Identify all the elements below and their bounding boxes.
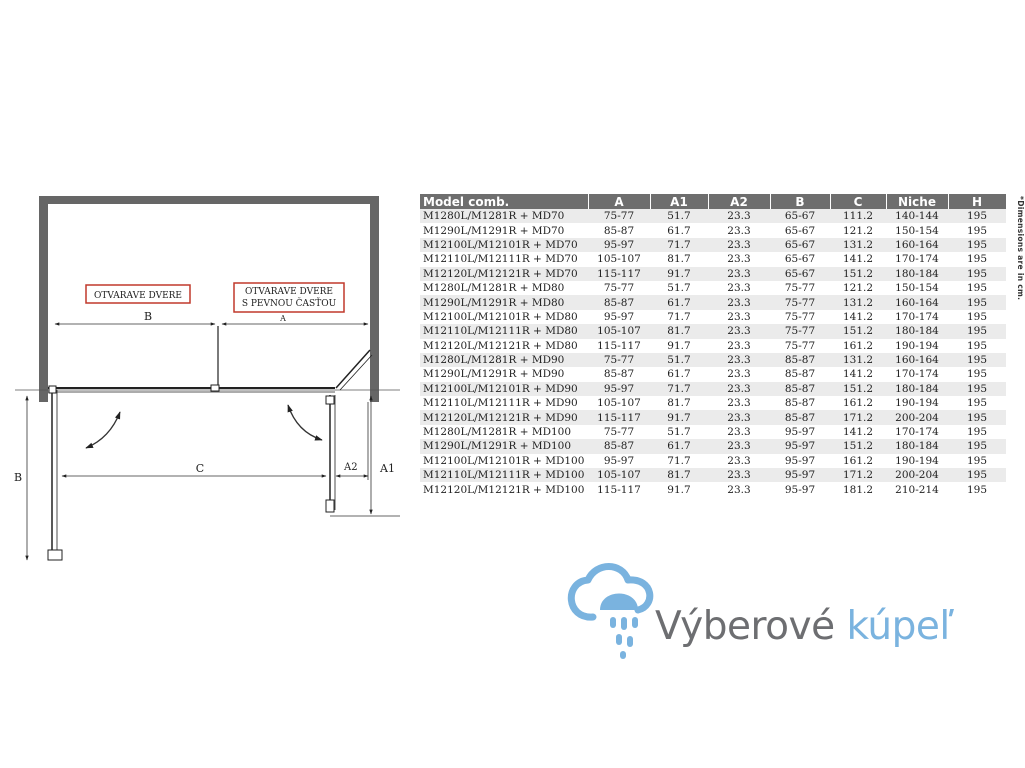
cell-h: 195	[948, 454, 1006, 468]
cell-a1: 81.7	[650, 252, 708, 266]
cell-b: 85-87	[770, 396, 830, 410]
cell-model: M12120L/M12121R + MD70	[420, 267, 588, 281]
cell-niche: 190-194	[886, 454, 948, 468]
cell-niche: 170-174	[886, 310, 948, 324]
cell-h: 195	[948, 353, 1006, 367]
cell-model: M12100L/M12101R + MD80	[420, 310, 588, 324]
cell-model: M1290L/M1291R + MD90	[420, 367, 588, 381]
cell-c: 141.2	[830, 310, 886, 324]
cell-b: 85-87	[770, 353, 830, 367]
dim-label-a: A	[280, 314, 286, 323]
cell-a1: 91.7	[650, 410, 708, 424]
cell-a: 85-87	[588, 439, 650, 453]
cell-a: 105-107	[588, 396, 650, 410]
cell-model: M12100L/M12101R + MD70	[420, 238, 588, 252]
cell-model: M12120L/M12121R + MD100	[420, 482, 588, 496]
cell-a2: 23.3	[708, 454, 770, 468]
table-row	[420, 223, 1006, 237]
table-row	[420, 425, 1006, 439]
cell-h: 195	[948, 238, 1006, 252]
cell-niche: 210-214	[886, 482, 948, 496]
dim-label-c: C	[195, 462, 205, 475]
table-row	[420, 353, 1006, 367]
header-a2: A2	[708, 194, 770, 209]
cell-a: 85-87	[588, 223, 650, 237]
cell-h: 195	[948, 425, 1006, 439]
cell-c: 131.2	[830, 353, 886, 367]
table-row	[420, 209, 1006, 223]
cell-a2: 23.3	[708, 410, 770, 424]
dim-label-b-top: B	[143, 310, 153, 323]
cell-h: 195	[948, 267, 1006, 281]
cell-a2: 23.3	[708, 468, 770, 482]
cell-niche: 160-164	[886, 295, 948, 309]
dim-label-a2: A2	[344, 462, 358, 473]
label-opening-door: OTVARAVE DVERE	[93, 291, 183, 301]
table-row	[420, 238, 1006, 252]
cell-a1: 91.7	[650, 339, 708, 353]
table-body	[420, 209, 1006, 497]
cell-b: 95-97	[770, 425, 830, 439]
cell-niche: 160-164	[886, 238, 948, 252]
cell-a2: 23.3	[708, 439, 770, 453]
table-row	[420, 339, 1006, 353]
cell-c: 121.2	[830, 281, 886, 295]
cell-niche: 200-204	[886, 410, 948, 424]
cell-model: M1280L/M1281R + MD70	[420, 209, 588, 223]
cell-b: 85-87	[770, 382, 830, 396]
cell-a: 105-107	[588, 324, 650, 338]
header-niche: Niche	[886, 194, 948, 209]
table-row	[420, 454, 1006, 468]
cell-c: 151.2	[830, 267, 886, 281]
cell-niche: 180-184	[886, 267, 948, 281]
cell-a2: 23.3	[708, 367, 770, 381]
cell-b: 95-97	[770, 454, 830, 468]
table-row	[420, 324, 1006, 338]
brand-word-vyberove: Výberové	[655, 604, 835, 649]
cell-niche: 170-174	[886, 425, 948, 439]
cell-model: M12110L/M12111R + MD80	[420, 324, 588, 338]
cell-a1: 71.7	[650, 238, 708, 252]
cell-h: 195	[948, 339, 1006, 353]
label-opening-door-fixed-1: OTVARAVE DVERE	[244, 287, 334, 297]
cell-h: 195	[948, 382, 1006, 396]
cell-h: 195	[948, 209, 1006, 223]
cell-b: 65-67	[770, 238, 830, 252]
cell-c: 131.2	[830, 295, 886, 309]
cell-niche: 200-204	[886, 468, 948, 482]
cell-b: 75-77	[770, 281, 830, 295]
cell-niche: 160-164	[886, 353, 948, 367]
cell-a2: 23.3	[708, 353, 770, 367]
cell-h: 195	[948, 252, 1006, 266]
table-row	[420, 295, 1006, 309]
cell-a1: 81.7	[650, 396, 708, 410]
cell-niche: 150-154	[886, 281, 948, 295]
cell-a2: 23.3	[708, 425, 770, 439]
cell-c: 141.2	[830, 425, 886, 439]
cell-model: M12110L/M12111R + MD70	[420, 252, 588, 266]
cell-a: 95-97	[588, 310, 650, 324]
cell-model: M1290L/M1291R + MD80	[420, 295, 588, 309]
cell-a: 75-77	[588, 353, 650, 367]
cell-a: 115-117	[588, 339, 650, 353]
cell-c: 111.2	[830, 209, 886, 223]
table-header-row	[420, 194, 1006, 209]
cell-niche: 170-174	[886, 367, 948, 381]
cell-c: 141.2	[830, 252, 886, 266]
cell-model: M12100L/M12101R + MD90	[420, 382, 588, 396]
cell-c: 131.2	[830, 238, 886, 252]
cell-b: 85-87	[770, 367, 830, 381]
cell-a2: 23.3	[708, 238, 770, 252]
cell-model: M12120L/M12121R + MD80	[420, 339, 588, 353]
table-row	[420, 468, 1006, 482]
table-row	[420, 396, 1006, 410]
cell-b: 65-67	[770, 209, 830, 223]
cell-c: 171.2	[830, 410, 886, 424]
cell-b: 65-67	[770, 223, 830, 237]
cell-a1: 71.7	[650, 454, 708, 468]
cell-a1: 51.7	[650, 209, 708, 223]
cell-a: 115-117	[588, 267, 650, 281]
cell-niche: 180-184	[886, 382, 948, 396]
cell-niche: 180-184	[886, 439, 948, 453]
cell-b: 75-77	[770, 339, 830, 353]
table-row	[420, 439, 1006, 453]
cell-a1: 81.7	[650, 324, 708, 338]
cell-h: 195	[948, 367, 1006, 381]
cell-niche: 170-174	[886, 252, 948, 266]
cell-a: 85-87	[588, 367, 650, 381]
cell-b: 75-77	[770, 310, 830, 324]
cell-h: 195	[948, 468, 1006, 482]
cell-c: 151.2	[830, 382, 886, 396]
cell-a1: 61.7	[650, 367, 708, 381]
table-row	[420, 410, 1006, 424]
dim-label-b-side: B	[14, 471, 23, 484]
cell-a: 95-97	[588, 238, 650, 252]
cell-a2: 23.3	[708, 267, 770, 281]
header-model: Model comb.	[420, 194, 588, 209]
swing-arrows	[86, 405, 322, 448]
cell-c: 161.2	[830, 454, 886, 468]
cell-niche: 190-194	[886, 339, 948, 353]
cell-a: 115-117	[588, 482, 650, 496]
cell-a1: 51.7	[650, 353, 708, 367]
header-b: B	[770, 194, 830, 209]
label-opening-door-fixed-2: S PEVNOU ČASŤOU	[241, 299, 337, 309]
table-row	[420, 367, 1006, 381]
cell-niche: 140-144	[886, 209, 948, 223]
cell-a2: 23.3	[708, 482, 770, 496]
cell-b: 95-97	[770, 482, 830, 496]
table-row	[420, 281, 1006, 295]
cell-a2: 23.3	[708, 223, 770, 237]
cell-h: 195	[948, 410, 1006, 424]
brand-word-kupel: kúpeľ	[846, 604, 954, 649]
cell-h: 195	[948, 295, 1006, 309]
table-row	[420, 310, 1006, 324]
cell-c: 171.2	[830, 468, 886, 482]
cell-a2: 23.3	[708, 281, 770, 295]
cell-a2: 23.3	[708, 382, 770, 396]
cell-b: 65-67	[770, 267, 830, 281]
cell-a2: 23.3	[708, 324, 770, 338]
table-row	[420, 482, 1006, 496]
cloud-shower-icon	[560, 560, 660, 665]
cell-b: 75-77	[770, 324, 830, 338]
cell-h: 195	[948, 310, 1006, 324]
cell-model: M12120L/M12121R + MD90	[420, 410, 588, 424]
cell-h: 195	[948, 482, 1006, 496]
cell-model: M12110L/M12111R + MD100	[420, 468, 588, 482]
dimensions-note: *Dimensions are in cm.	[1016, 196, 1025, 301]
cell-a: 95-97	[588, 382, 650, 396]
table-row	[420, 267, 1006, 281]
cell-c: 161.2	[830, 339, 886, 353]
cell-h: 195	[948, 396, 1006, 410]
cell-a1: 81.7	[650, 468, 708, 482]
cell-niche: 150-154	[886, 223, 948, 237]
brand-name	[655, 604, 953, 649]
header-a: A	[588, 194, 650, 209]
cell-a2: 23.3	[708, 252, 770, 266]
cell-model: M1290L/M1291R + MD100	[420, 439, 588, 453]
dimension-lines	[27, 324, 400, 560]
cell-a1: 71.7	[650, 310, 708, 324]
cell-c: 161.2	[830, 396, 886, 410]
cell-a1: 61.7	[650, 223, 708, 237]
cell-a1: 51.7	[650, 425, 708, 439]
cell-h: 195	[948, 281, 1006, 295]
cell-model: M12110L/M12111R + MD90	[420, 396, 588, 410]
cell-a1: 61.7	[650, 439, 708, 453]
dim-label-a1: A1	[380, 462, 395, 475]
cell-a2: 23.3	[708, 295, 770, 309]
header-c: C	[830, 194, 886, 209]
cell-b: 95-97	[770, 468, 830, 482]
cell-c: 151.2	[830, 439, 886, 453]
cell-b: 85-87	[770, 410, 830, 424]
cell-a: 75-77	[588, 209, 650, 223]
cell-a1: 91.7	[650, 482, 708, 496]
cell-a: 95-97	[588, 454, 650, 468]
cell-a: 85-87	[588, 295, 650, 309]
cell-h: 195	[948, 223, 1006, 237]
cell-a1: 61.7	[650, 295, 708, 309]
cell-a2: 23.3	[708, 396, 770, 410]
cell-model: M1280L/M1281R + MD90	[420, 353, 588, 367]
table-row	[420, 252, 1006, 266]
cell-a1: 71.7	[650, 382, 708, 396]
cell-a: 75-77	[588, 425, 650, 439]
cell-c: 121.2	[830, 223, 886, 237]
cell-niche: 180-184	[886, 324, 948, 338]
cell-a: 105-107	[588, 468, 650, 482]
model-dimension-table	[420, 194, 1007, 497]
shower-plan-diagram	[0, 0, 420, 600]
cell-a: 75-77	[588, 281, 650, 295]
cell-model: M12100L/M12101R + MD100	[420, 454, 588, 468]
header-h: H	[948, 194, 1006, 209]
cell-a2: 23.3	[708, 339, 770, 353]
cell-c: 151.2	[830, 324, 886, 338]
cell-niche: 190-194	[886, 396, 948, 410]
cell-h: 195	[948, 439, 1006, 453]
cell-b: 65-67	[770, 252, 830, 266]
cell-a2: 23.3	[708, 310, 770, 324]
cell-model: M1280L/M1281R + MD80	[420, 281, 588, 295]
cell-a2: 23.3	[708, 209, 770, 223]
cell-b: 95-97	[770, 439, 830, 453]
header-a1: A1	[650, 194, 708, 209]
cell-c: 181.2	[830, 482, 886, 496]
cell-b: 75-77	[770, 295, 830, 309]
cell-model: M1290L/M1291R + MD70	[420, 223, 588, 237]
cell-a: 105-107	[588, 252, 650, 266]
table-row	[420, 382, 1006, 396]
cell-model: M1280L/M1281R + MD100	[420, 425, 588, 439]
cell-h: 195	[948, 324, 1006, 338]
cell-a1: 51.7	[650, 281, 708, 295]
cell-a: 115-117	[588, 410, 650, 424]
cell-a1: 91.7	[650, 267, 708, 281]
cell-c: 141.2	[830, 367, 886, 381]
